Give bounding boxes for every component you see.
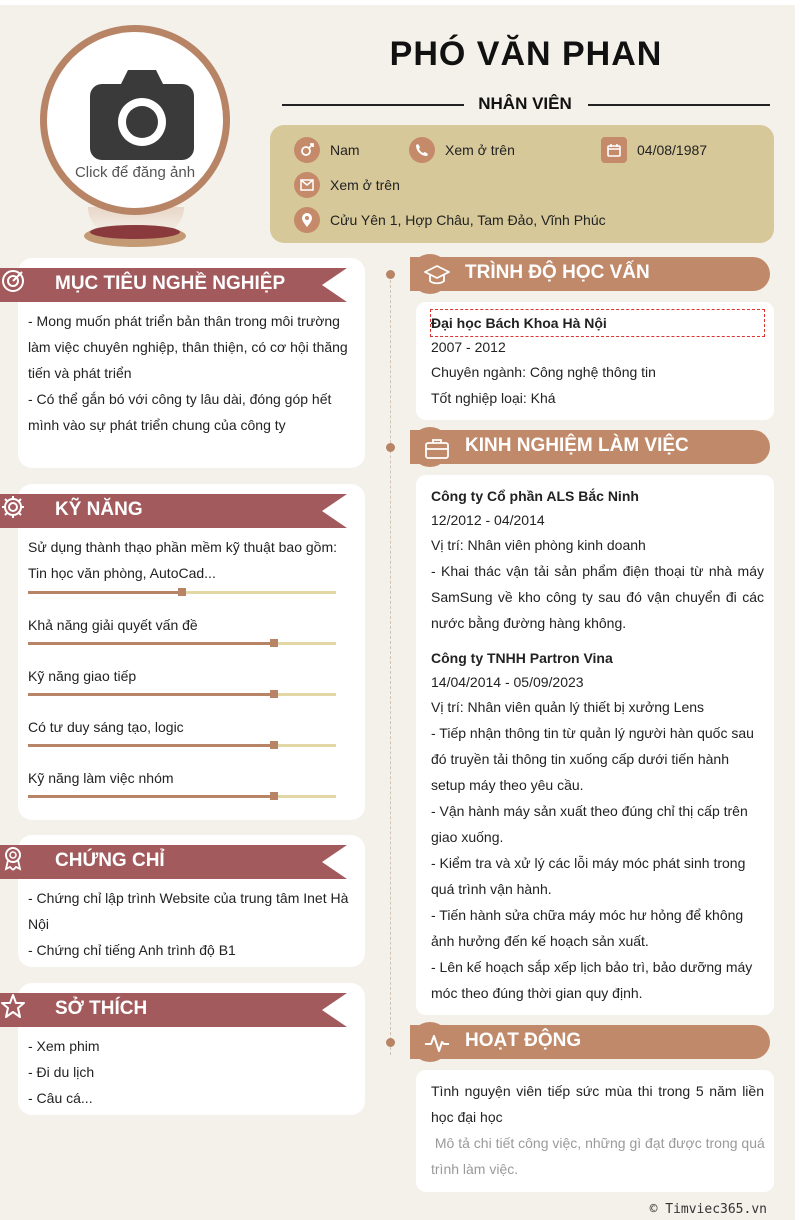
skill-bar — [28, 642, 336, 645]
timeline-dot — [386, 270, 395, 279]
gender-icon — [294, 137, 320, 163]
education-period: 2007 - 2012 — [431, 339, 506, 355]
skill-label: Kỹ năng giao tiếp — [28, 668, 137, 684]
education-grade: Tốt nghiệp loại: Khá — [431, 390, 556, 406]
skill-fill — [28, 744, 274, 747]
education-header — [410, 257, 770, 291]
skill-label: Kỹ năng làm việc nhóm — [28, 770, 174, 786]
briefcase-icon — [424, 435, 450, 461]
skill-bar — [28, 591, 336, 594]
hobby-line: - Xem phim — [28, 1038, 100, 1054]
job-position: Vị trí: Nhân viên phòng kinh doanh — [431, 537, 646, 553]
camera-icon — [90, 70, 194, 160]
skills-ribbon — [0, 494, 347, 528]
skill-handle[interactable] — [178, 588, 186, 596]
education-card — [416, 302, 774, 420]
job-line: - Lên kế hoạch sắp xếp lịch bảo trì, bảo dưỡng máy — [431, 959, 753, 975]
hobby-line: - Đi du lịch — [28, 1064, 95, 1080]
skill-fill — [28, 591, 182, 594]
phone-icon — [409, 137, 435, 163]
target-icon — [0, 268, 26, 294]
skill-label: Tin học văn phòng, AutoCad... — [28, 565, 216, 581]
birthday-field[interactable] — [601, 137, 707, 163]
skill-handle[interactable] — [270, 741, 278, 749]
avatar-pedestal-top — [90, 225, 180, 239]
activities-header — [410, 1025, 770, 1059]
job-description — [431, 720, 764, 1006]
role-divider-right — [588, 104, 770, 106]
job-company: Công ty TNHH Partron Vina — [431, 650, 613, 666]
calendar-icon — [601, 137, 627, 163]
skill-handle[interactable] — [270, 690, 278, 698]
certificates-ribbon — [0, 845, 347, 879]
objective-title: MỤC TIÊU NGHỀ NGHIỆP — [55, 273, 286, 294]
job-line: đó truyền tải thông tin xuống cấp dưới tiến hành — [431, 751, 729, 767]
address-field[interactable] — [294, 207, 606, 233]
gender-value: Nam — [330, 142, 360, 158]
timeline-dot — [386, 443, 395, 452]
job-line: setup máy theo yêu cầu. — [431, 777, 584, 793]
job-line: - Tiếp nhận thông tin từ quản lý người hàn quốc sau — [431, 725, 754, 741]
timeline-line — [390, 275, 391, 1055]
skill-label: Có tư duy sáng tạo, logic — [28, 719, 184, 735]
job-company: Công ty Cổ phần ALS Bắc Ninh — [431, 488, 639, 504]
job-period: 14/04/2014 - 05/09/2023 — [431, 674, 584, 690]
skill-label: Khả năng giải quyết vấn đề — [28, 617, 198, 633]
job-line: - Vận hành máy sản xuất theo đúng chỉ thị cấp trên — [431, 803, 748, 819]
email-icon — [294, 172, 320, 198]
avatar-circle[interactable] — [47, 32, 223, 208]
skill-fill — [28, 642, 274, 645]
footer-credit: © Timviec365.vn — [649, 1202, 767, 1217]
skill-label: Sử dụng thành thạo phần mềm kỹ thuật bao gồm: — [28, 539, 338, 555]
experience-header — [410, 430, 770, 464]
job-line: - Tiến hành sửa chữa máy móc hư hỏng để không — [431, 907, 744, 923]
email-value: Xem ở trên — [330, 177, 400, 193]
activities-card — [416, 1070, 774, 1192]
job-description — [431, 558, 764, 636]
certificates-title: CHỨNG CHỈ — [55, 850, 165, 871]
skill-bar — [28, 693, 336, 696]
skill-bar — [28, 744, 336, 747]
certificates-text — [28, 885, 358, 963]
job-period: 12/2012 - 04/2014 — [431, 512, 545, 528]
job-line: giao xuống. — [431, 829, 504, 845]
education-major: Chuyên ngành: Công nghệ thông tin — [431, 364, 656, 380]
job-line: nước bằng đường hàng không. — [431, 615, 627, 631]
objective-line: - Có thể gắn bó với công ty lâu dài, đóng góp hết — [28, 391, 332, 407]
objective-line: tiến và phát triển — [28, 365, 132, 381]
address-value: Cửu Yên 1, Hợp Châu, Tam Đảo, Vĩnh Phúc — [330, 212, 606, 228]
activity-placeholder[interactable]: Mô tả chi tiết công việc, những gì đạt được trong quá — [431, 1135, 765, 1151]
objective-line: - Mong muốn phát triển bản thân trong môi trường — [28, 313, 340, 329]
star-icon — [0, 993, 26, 1019]
birthday-value: 04/08/1987 — [637, 142, 708, 158]
gender-field[interactable] — [294, 137, 360, 163]
hobbies-ribbon — [0, 993, 347, 1027]
phone-value: Xem ở trên — [445, 142, 515, 158]
avatar-upload-text: Click để đăng ảnh — [74, 164, 196, 181]
timeline-dot — [386, 1038, 395, 1047]
candidate-role: NHÂN VIÊN — [478, 94, 572, 113]
school-name[interactable]: Đại học Bách Khoa Hà Nội — [431, 310, 764, 336]
hobby-line: - Câu cá... — [28, 1090, 93, 1106]
job-line: quá trình vận hành. — [431, 881, 552, 897]
pulse-icon — [424, 1030, 450, 1056]
experience-card — [416, 475, 774, 1015]
role-divider-left — [282, 104, 464, 106]
objective-line: làm việc chuyên nghiệp, thân thiện, có cơ hội thăng — [28, 339, 348, 355]
activity-line: Tình nguyện viên tiếp sức mùa thi trong 5 năm liền — [431, 1083, 764, 1099]
education-title: TRÌNH ĐỘ HỌC VẤN — [465, 262, 650, 283]
objective-line: mình vào sự phát triển chung của công ty — [28, 417, 286, 433]
avatar-upload[interactable] — [40, 25, 230, 250]
skill-handle[interactable] — [270, 639, 278, 647]
job-position: Vị trí: Nhân viên quản lý thiết bị xưởng Lens — [431, 699, 705, 715]
hobbies-title: SỞ THÍCH — [55, 998, 148, 1019]
skill-bar — [28, 795, 336, 798]
objective-ribbon — [0, 268, 347, 302]
objective-text — [28, 308, 358, 438]
activity-line: học đại học — [431, 1109, 503, 1125]
certificate-line: Nội — [28, 916, 50, 932]
personal-info-box — [270, 125, 774, 243]
skill-fill — [28, 795, 274, 798]
email-field[interactable] — [294, 172, 400, 198]
job-line: - Khai thác vận tải sản phẩm điện thoại từ nhà máy — [431, 563, 764, 579]
hobbies-text — [28, 1033, 358, 1111]
activities-title: HOẠT ĐỘNG — [465, 1030, 582, 1051]
gear-icon — [0, 494, 26, 520]
skill-fill — [28, 693, 274, 696]
activity-placeholder[interactable]: trình làm việc. — [431, 1161, 519, 1177]
certificate-line: - Chứng chỉ tiếng Anh trình độ B1 — [28, 942, 236, 958]
location-icon — [294, 207, 320, 233]
skill-handle[interactable] — [270, 792, 278, 800]
job-line: ảnh hưởng đến kế hoạch sản xuất. — [431, 933, 649, 949]
certificate-line: - Chứng chỉ lập trình Website của trung tâm Inet Hà — [28, 890, 349, 906]
job-line: - Kiểm tra và xử lý các lỗi máy móc phát sinh trong — [431, 855, 746, 871]
graduation-cap-icon — [424, 262, 450, 288]
cv-page — [0, 5, 795, 1220]
job-line: móc theo đúng thời gian quy định. — [431, 985, 643, 1001]
phone-field[interactable] — [409, 137, 515, 163]
job-line: SamSung về kho công ty sau đó vận chuyển đi các — [431, 589, 764, 605]
experience-title: KINH NGHIỆM LÀM VIỆC — [465, 435, 689, 456]
award-icon — [0, 845, 26, 871]
skills-title: KỸ NĂNG — [55, 499, 143, 520]
candidate-name: PHÓ VĂN PHAN — [389, 35, 663, 73]
